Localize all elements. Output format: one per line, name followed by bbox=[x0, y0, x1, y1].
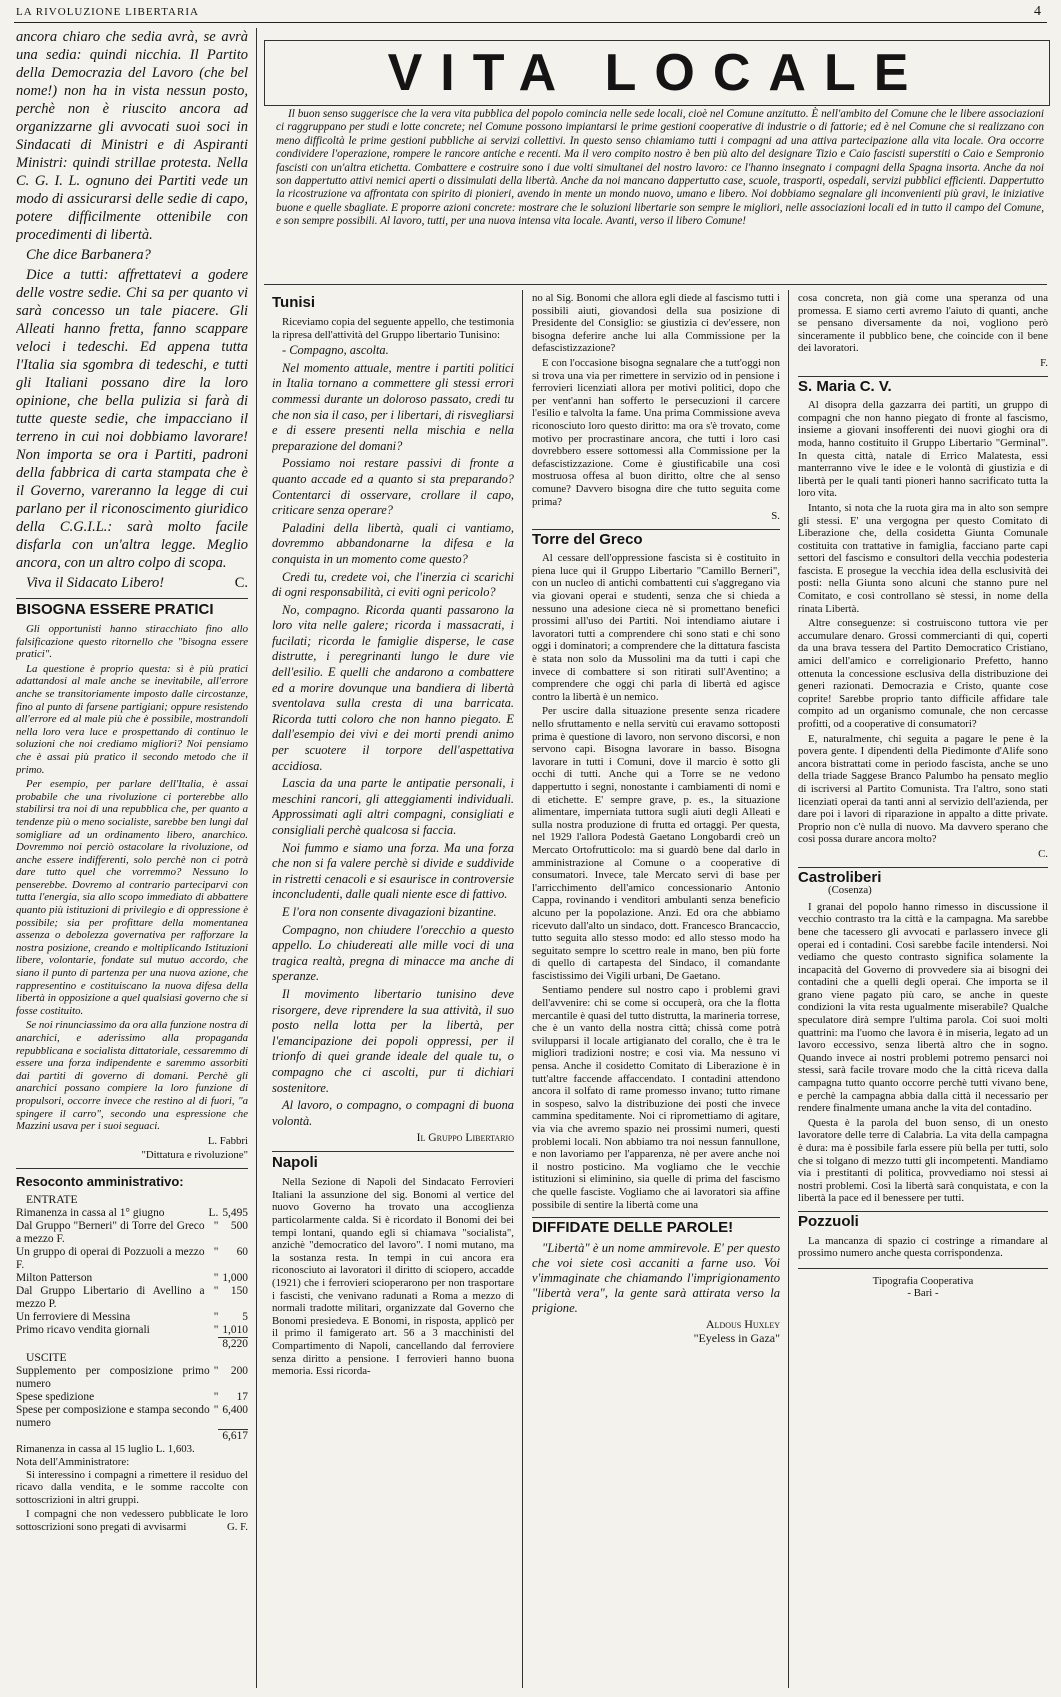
paragraph: Questa è la parola del buon senso, di un onesto lavoratore delle terre di Calabria. La vita della campagna è dura: ma è possibile farla essere più bella per tutti, solo che si tolgano di mezzo tutti gli incompetenti. Mandiamo via i prestitanti di politica, provvediamo noi stessi ai nostri problemi. Così la libertà sarà conquistata, e con la libertà la pace ed il benessere per tutti. bbox=[798, 1116, 1048, 1205]
column-2 bbox=[272, 292, 514, 1688]
account-label: Spese spedizione bbox=[16, 1390, 95, 1403]
author: Aldous Huxley bbox=[705, 1316, 780, 1331]
column-rule bbox=[256, 28, 257, 1688]
account-unit: " bbox=[213, 1310, 219, 1323]
article-subtitle: (Cosenza) bbox=[828, 884, 872, 897]
paragraph: Al lavoro, o compagno, o compagni di buona volontà. bbox=[272, 1098, 514, 1128]
paragraph: ancora chiaro che sedia avrà, se avrà una sedia: quindi nicchia. Il Partito della Democrazia del Lavoro (che bel nome!) non ha in vista nessun posto, perchè non è riuscito ancora ad organizzarne gli avvocati suoi soci in Sindacati di Ministri e di Aspiranti Ministri: quindi strillae protesta. Nella C. G. I. L. ognuno dei Partiti vede un modo di assicurarsi delle sedie di capo, potere difficilmente ottenibile con procedimenti di libertà. bbox=[16, 29, 248, 243]
column-rule bbox=[522, 290, 523, 1688]
paragraph: Che dice Barbanera? bbox=[26, 247, 151, 263]
account-unit: L. bbox=[208, 1206, 219, 1219]
divider bbox=[16, 1168, 248, 1169]
column-3 bbox=[532, 292, 780, 1688]
account-label: Dal Gruppo Libertario di Avellino a mezzo P. bbox=[16, 1284, 205, 1310]
note-signature: G. F. bbox=[226, 1521, 248, 1533]
header-rule bbox=[14, 22, 1047, 23]
signature: Il Gruppo Libertario bbox=[416, 1131, 514, 1145]
account-row bbox=[16, 1272, 248, 1285]
paragraph: Noi fummo e siamo una forza. Ma una forza che non si fa valere perchè si divide e suddivide in ristretti cenacoli e si esaurisce in controversie inconcludenti, dalle quali niente esce di fattivo. bbox=[272, 840, 514, 902]
printer-name: Tipografia Cooperativa bbox=[872, 1274, 974, 1287]
account-row bbox=[16, 1220, 248, 1246]
paragraph: Intanto, si nota che la ruota gira ma in alto son sempre gli stessi. E' una vergogna per questo Comitato di Liberazione che, della cosidetta Giunta Comunale costituita con trattative in famiglia, facciano parte capi settori del fascismo e consultori della vecchia podesteria fascista. E prosegue la vecchia idea della esclusività dei posti: nella Giunta sono alcuni che stanno pure nel Comitato, e così controllano sè stessi, in nome della rinata Libertà. bbox=[798, 501, 1048, 615]
account-row bbox=[16, 1285, 248, 1311]
paragraph: Sentiamo pendere sul nostro capo i problemi gravi dell'avvenire: chi se come si occuperà, ora che la flotta mercantile è quasi del tutto distrutta, la marineria torrese, che è un vanto della nostra città; chissà come potrà svilupparsi il locale artigianato del corallo, che è tra le migliori tradizioni nostre; e così via. Ma nessuno vi pensa. Anche il cosidetto Comitato di Liberazione è in tutt'altre faccende affaccendato. I contadini attendono ancora il solfato di rame promesso invano; tutto rimane in sospeso, salvo la distribuzione dei posti che invece cammina speditamente. Noi ci ripromettiamo di agitare, via via che avremo spazio nei prossimi numeri, questi problemi locali. Non abbiamo tra noi nessun fannullone, e non lavoriamo per l'apparenza, nè per avere anche noi il nostro posticino. Ma vogliamo che le vecchie istituzioni si eliminino, sia quelle di prima del fascismo che quelle fasciste. Vogliamo che ai lavoratori sia affine possibile di sentire la libertà come una bbox=[532, 984, 780, 1211]
account-row bbox=[16, 1391, 248, 1404]
account-label: Milton Patterson bbox=[16, 1271, 93, 1284]
account-amount: 60 bbox=[236, 1245, 248, 1258]
paragraph bbox=[16, 574, 248, 592]
section-intro bbox=[276, 108, 1044, 229]
account-unit: " bbox=[213, 1219, 219, 1232]
entrate-total: 8,220 bbox=[218, 1337, 248, 1351]
article-title: Pozzuoli bbox=[798, 1212, 859, 1230]
source: "Eyeless in Gaza" bbox=[693, 1331, 780, 1346]
quote: "Libertà" è un nome ammirevole. E' per questo che voi siete così accaniti a farne uso. Voi v'immaginate che chiamando l'imprigionamento "libertà vera", la gente sarà attirata verso la prigione. bbox=[532, 1240, 780, 1315]
accounts-title: Resoconto amministrativo: bbox=[16, 1173, 184, 1189]
account-amount: 5 bbox=[242, 1310, 248, 1323]
account-amount: 200 bbox=[230, 1364, 248, 1377]
paragraph: Al disopra della gazzarra dei partiti, un gruppo di compagni che non hanno piegato di fronte al fascismo, insieme a giovani insofferenti dei nuovi gioghi ora di moda, hanno costituito il Gruppo Libertario "Germinal". In questa città, natale di Errico Malatesta, essi manterranno vive le idee e le volontà di giustizia e di libertà per le quali tanti pioneri hanno sacrificato tutta la loro vita. bbox=[798, 399, 1048, 500]
paragraph: No, compagno. Ricorda quanti passarono la loro vita nelle galere; ricorda i massacrati, i fucilati; ricorda le famiglie disperse, le case distrutte, i peregrinanti lungo le dure vie dell'esilio. E quelli che andarono a combattere ed a morire dovunque una bandiera di libertà sventolava sulla cresta di una barricata. Ricorda tutti coloro che non hanno piegato. E dall'esempio dei vivi e dei morti prendi animo per scuotere il torpore dell'aspettativa accidiosa. bbox=[272, 602, 514, 773]
intro-bottom-rule bbox=[264, 284, 1047, 285]
printer-city: - Bari - bbox=[907, 1287, 939, 1300]
source: "Dittatura e rivoluzione" bbox=[141, 1149, 248, 1162]
account-amount: 1,010 bbox=[222, 1323, 248, 1336]
paragraph: no al Sig. Bonomi che allora egli diede al fascismo tutti i possibili aiuti, giovandosi della sua posizione di Presidente del Consiglio: se giustizia ci dev'essere, non bisogna deferire anche lui alla Commissione per la defascistizzazione? bbox=[532, 292, 780, 355]
account-amount: 500 bbox=[230, 1219, 248, 1232]
page-number: 4 bbox=[1034, 4, 1041, 19]
paragraph: E, naturalmente, chi seguita a pagare le pene è la povera gente. I dipendenti della Piedimonte d'Alife sono ancora bistrattati come in periodo fascista, anche se uno della triade Saggese Branco Palumbo ha pensato meglio di iscriversi al Partito Comunista. Tra l'altro, sono stati licenziati operai da tanti anni al servizio dell'azienda, per dare poi i lavori di riparazione in appalto a ditte private. Proprio non c'è nulla di nuovo. Ma davvero sperano che così possa durare ancora molto? bbox=[798, 732, 1048, 846]
account-amount: 17 bbox=[236, 1390, 248, 1403]
article-title: DIFFIDATE DELLE PAROLE! bbox=[532, 1219, 734, 1237]
uscite-table bbox=[16, 1365, 248, 1444]
paragraph: Per esempio, per parlare dell'Italia, è assai probabile che una rivoluzione ci porterebbe allo stabilirsi tra noi di una repubblica che, per quanto a tendenze più o meno socialiste, sarebbe ben lungi dal somigliare ad un ordinamento libero, anarchico. Dovremmo noi perciò ostacolare la rivoluzione, od anche essere indifferenti, solo perchè non ci potrà dare tutto quel che vorremmo? Nessuno lo penserebbe. Dovremo al contrario parteciparvi con tutta l'energia, sia allo scopo immediato di abbattere quanto più istituzioni di privilegio e di oppressione è possibile; sia per profittare della momentanea assenza o debolezza governativa per rafforzare la nostra posizione, creando e moltiplicando Istituzioni libere, volontarie, fondate sul mutuo accordo, che siano il punto di partenza per una nuova azione, che rappresentino e costituiscano la nuova difesa della libertà in opposizione a quel qualsiasi governo che si fosse costituito. bbox=[16, 778, 248, 1017]
paragraph: Altre conseguenze: si costruiscono tuttora vie per accumulare denaro. Grossi commercianti di qui, coperti da una brava tessera del Partito Democratico Cristiano, amici dell'amico e correligionario Prefetto, hanno ottenuta la concessione esclusiva della distribuzione dei generi razionati. Democrazia e Cristo, quante cose coprite! Sarebbe proprio tanto difficile affidare tale compito ad un organismo comunale, che non cercasse profitti, od a cooperative di consumatori? bbox=[798, 617, 1048, 730]
account-unit: " bbox=[213, 1245, 219, 1258]
entrate-label: ENTRATE bbox=[26, 1192, 78, 1206]
closing-line: Viva il Sidacato Libero! bbox=[26, 575, 165, 591]
account-label: Un ferroviere di Messina bbox=[16, 1310, 131, 1323]
rimanenza: Rimanenza in cassa al 15 luglio L. 1,603. bbox=[16, 1443, 195, 1456]
signature: F. bbox=[1040, 356, 1048, 369]
divider bbox=[798, 376, 1048, 377]
paragraph: Gli opportunisti hanno stiracchiato fino allo falsificazione questo ritornello che "bisogna essere pratici". bbox=[16, 623, 248, 661]
account-row bbox=[16, 1404, 248, 1430]
article-intro: Riceviamo copia del seguente appello, che testimonia la ripresa dell'attività del Gruppo libertario Tunisino: bbox=[272, 316, 514, 341]
account-label: Spese per composizione e stampa secondo numero bbox=[16, 1403, 210, 1429]
account-label: Primo ricavo vendita giornali bbox=[16, 1323, 150, 1336]
account-amount: 6,400 bbox=[222, 1403, 248, 1416]
note-text: Si interessino i compagni a rimettere il residuo del ricavo dalla vendita, e le somme raccolte con sottoscrizioni in altri gruppi. bbox=[16, 1468, 248, 1506]
account-unit: " bbox=[213, 1271, 219, 1284]
paragraph: Paladini della libertà, quali ci vantiamo, dovremmo abbandonarne la difesa e la conquista in un momento come questo? bbox=[272, 520, 514, 566]
account-label: Dal Gruppo "Berneri" di Torre del Greco a mezzo F. bbox=[16, 1219, 205, 1245]
note-text bbox=[16, 1508, 248, 1533]
section-masthead: VITA LOCALE bbox=[264, 40, 1050, 106]
signature: C. bbox=[234, 575, 248, 591]
opening-article bbox=[16, 28, 248, 592]
divider bbox=[532, 1217, 780, 1218]
paragraph: Se noi rinunciassimo da ora alla funzione nostra di anarchici, e aderissimo alla propaganda repubblicana e socialista dittatoriale, cessaremmo di essere una forza indipendente e saremmo assorbiti dai partiti di governo di domani. Perchè gli anarchici possano compiere la loro funzione di propulsori, occorre invece che restino al di fuori, "a spingere il carro", secondo una espressione che Mazzini usava per i suoi seguaci. bbox=[16, 1019, 248, 1133]
account-label: Un gruppo di operai di Pozzuoli a mezzo F. bbox=[16, 1245, 205, 1271]
paragraph: Compagno, non chiudere l'orecchio a questo appello. Lo chiudereati alle mille voci di una tragica realtà, pregna di minacce ma anche di speranze. bbox=[272, 922, 514, 984]
divider bbox=[798, 1268, 1048, 1269]
account-label: Rimanenza in cassa al 1° giugno bbox=[16, 1206, 165, 1219]
paragraph: Il movimento libertario tunisino deve risorgere, deve riprendere la sua attività, il suo posto nella lotta per la libertà, per l'emancipazione dei popoli oppressi, per il trionfo di quei grande ideale del quale tu, o compagno che ci ascolti, pur ti dichiari sostenitore. bbox=[272, 986, 514, 1095]
article-title: Castroliberi bbox=[798, 868, 882, 886]
paragraph: La questione è proprio questa: sì è più pratici adattandosi al male anche se inevitabile, all'errore anche se transitoriamente imposto dalle circostanze, fino al punto di farsene partigiani; oppure resistendo all'errore ed al male più che è possibile, mostrandoli nella loro vera luce e prospettando di continuo le soluzioni che noi crediamo migliori? Noi pensiamo che è assai più pratico il secondo metodo che il primo. bbox=[16, 662, 248, 776]
column-rule bbox=[788, 290, 789, 1688]
article-body bbox=[272, 343, 514, 1129]
account-amount: 5,495 bbox=[222, 1206, 248, 1219]
paragraph: I granai del popolo hanno rimesso in discussione il vecchio contrasto tra la città e la campagna. Ma sarebbe bene che tacessero gli avvocati e parlassero invece gli operai ed i contadini. Così sarebbe facile intendersi. Noi vediamo che questo contrasto significa solamente la incapacità del Governo di provvedere sia ai bisogni dei contadini che a quelli degli operai. Che importa se il grano viene pagato più caro, se anche in queste condizioni la vita resta ugualmente miserabile? Qualche speculatore dirà sempre l'ultima parola. Coi suoi molti quattrini: ma l'uomo che lavora è in miseria, legato ad un lavoro eccessivo, senza libertà altro che in sogno. Quando invece ai nostri problemi potremo pensarci noi stessi, sarà facile trovare modo che la città riceva dalla campagna tutto quanto occorre perchè tutti vivano bene, e perchè la campagna abbia dalla città il necessario per rendere finalmente umana anche la vita del contadino. bbox=[798, 900, 1048, 1115]
account-unit: " bbox=[213, 1323, 219, 1336]
article-title: S. Maria C. V. bbox=[798, 377, 892, 395]
account-row bbox=[16, 1324, 248, 1338]
account-unit: " bbox=[213, 1403, 219, 1416]
column-4 bbox=[798, 292, 1048, 1688]
account-unit: " bbox=[213, 1284, 219, 1297]
entrate-table bbox=[16, 1207, 248, 1351]
paragraph: Lascia da una parte le antipatie personali, i meschini rancori, gli atteggiamenti individuali. Approssimati agli altri compagni, consigliati e consigliali perchè qualcosa si faccia. bbox=[272, 776, 514, 837]
uscite-total: 6,617 bbox=[218, 1430, 248, 1444]
paragraph: Al cessare dell'oppressione fascista si è costituito in piena luce qui il Gruppo Libertario "Camillo Berneri", con un nucleo di antichi combattenti cui s'aggregano via via giovani operai e studenti, senza che si chieda a nessuno una adesione cieca nè si promettano benefici prossimi all'uso dei Partiti. Noi intendiamo aiutare i lavoratori tutti a comprendere chi sono stati e chi sono oggi i dominatori; a comprendere che la dittatura fascista è stata non solo da Mussolini ma da tutti i capi che invece di combattere si son ritirati sull'Aventino; a comprendere che oggi chi parla di libertà ed agisce contro la libertà è un nemico. bbox=[532, 552, 780, 703]
divider bbox=[272, 1151, 514, 1152]
paragraph: Per uscire dalla situazione presente senza ricadere nello sfruttamento e nella servitù cui eravamo sottoposti prima è questione di lavoro, non servono discorsi, e non servono capi. Bisogna lavorare in basso. Bisogna lavorare in tutti i Comuni, dove il marcio è sotto gli occhi di tutti. Anche qui a Torre se ne vedono dappertutto i segni, nonostante i cambiamenti di nomi e di etichette. E' sempre grave, p. es., la situazione alimentare, imperniata tuttora sugli aiuti degli Alleati e sulla nostra produzione di frutta ed ortaggi. Per questa, nel 1929 l'allora Podestà Gaetano Longobardi creò un Mercato Ortofrutticolo: ma si guardò bene dal darlo in amministrazione al Comune o a cooperative di consumatori. Invece, tale Mercato servì di base per l'arricchimento dell'amico concessionario Antonio Cappa, rovinando i venditori ambulanti senza beneficio alcuno per la popolazione. Anzi. Ed ora che abbiamo ricevuto dall'alto un sindaco, dott. Francesco Brancaccio, tutto seguita allo stesso modo: ed allo stesso modo ha seguitato sempre lo scettro reale in mano, ben più forte di quello di cartapesta del Sindaco, il comandante fascistissimo dei Vigili urbani, De Gaetano. bbox=[532, 705, 780, 982]
paragraph: Credi tu, credete voi, che l'inerzia ci scarichi di ogni responsabilità, ci eviti ogni pericolo? bbox=[272, 569, 514, 600]
paragraph: E l'ora non consente divagazioni bizantine. bbox=[282, 904, 497, 919]
article-title: Torre del Greco bbox=[532, 530, 643, 548]
account-row bbox=[16, 1365, 248, 1391]
divider bbox=[798, 867, 1048, 868]
column-1 bbox=[16, 28, 248, 1688]
divider bbox=[16, 598, 248, 599]
paragraph: E con l'occasione bisogna segnalare che a tutt'oggi non si trova una via per rimettere in servizio od in pensione i ferrovieri licenziati allora per motivi politici, dopo che per vent'anni han sofferto le persecuzioni il carcere l'esilio e talvolta la fame. Una prima Commissione aveva riconosciuto loro questo diritto: ma ora s'è trovato, come motivo per procrastinare ancora, che tutti i loro casi dovrebbero essere sottomessi alla Commissione per la defascistizzazione. Come è giustificabile una così mostruosa offesa al buon diritto, oltre che al senso comune? Davvero bisogna dire che tutto seguita come prima? bbox=[532, 356, 780, 508]
intro-text: Il buon senso suggerisce che la vera vita pubblica del popolo comincia nelle sede locali, cioè nel Comune anzitutto. È nell'ambito del Comune che le libere associazioni ci raggruppano per studi e lotte concrete; nel Comune possono impiantarsi le prime gestioni cooperative di industrie o di fattorie; ed è nel Comune che si realizzano con meno difficoltà le prime gestioni pubbliche ai servizi collettivi. In questo senso chiamiamo tutti i compagni ad una attiva partecipazione alla vita locale. Ora occorre condividere l'operazione, rompere le rancore antiche e recenti. Ma il vero compito nostro è ben più alto del designare Tizio e Caio fascisti superstiti o Caio e Sempronio fascisti con un'altra etichetta. Combattere e costruire sono i due volti simultanei del nostro lavoro: ce l'hanno insegnato i compagni della Spagna insorta. Anche da noi son dappertutto attivi nemici aperti o dissimulati della libertà. Anche da noi mancano dappertutto case, scuole, trasporti, ospedali, servizi pubblici efficienti. Dappertutto la ricostruzione va affrontata con spirito di pionieri, avendo in mente un mondo nuovo, umano e libero. Noi dobbiamo segnalare gli inconvenienti più gravi, le iniziative buone e quelle sbagliate. E proporre azioni concrete: mostrare che le soluzioni libertarie son sempre le migliori, nelle associazioni locali ed in tutto il campo del Comune, e son sempre possibili. Al lavoro, tutti, per una nuova intensa vita locale. Avanti, verso il libero Comune! bbox=[276, 108, 1044, 228]
note-head: Nota dell'Amministratore: bbox=[16, 1456, 130, 1469]
paragraph: cosa concreta, non già come una speranza od una promessa. E siamo certi avremo l'aiuto di quanti, anche se pensano diversamente da noi, vogliono però sinceramente il pubblico bene, che coincide con il bene dei lavoratori. bbox=[798, 292, 1048, 355]
article-body bbox=[16, 623, 248, 1162]
author: L. Fabbri bbox=[207, 1134, 248, 1147]
divider bbox=[532, 529, 780, 530]
account-row bbox=[16, 1311, 248, 1324]
article-title: BISOGNA ESSERE PRATICI bbox=[16, 601, 214, 618]
article-body: Nella Sezione di Napoli del Sindacato Ferrovieri Italiani la assunzione del sig. Bonomi al vertice del nuovo Governo ha trovato una accoglienza particolarmente calda. Si è ricordato il Bonomi dei bei tempi lontani, quando egli si chiamava "socialista", anzichè "democratico del lavoro". I nomi mutano, ma la sostanza resta. In tempi in cui ancora era riconosciuto ai lavoratori il diritto di sciopero, accadde (1921) che i ferrovieri scioperarono per non trasportare i fascisti, che venivano radunati a Roma a mezzo di normali tradotte militari, organizzate dal Governo che Bonomi presiedeva. E Bonomi, in risposta, applicò per il primo il famigerato art. 56 a 3 macchinisti del Compartimento di Napoli, cancellando dal ferroviere senza diritto a pensione. I ferrovieri hanno buona memoria. Essi ricorda- bbox=[272, 1176, 514, 1378]
account-row bbox=[16, 1207, 248, 1220]
article-title: Napoli bbox=[272, 1154, 318, 1172]
paragraph: - Compagno, ascolta. bbox=[282, 343, 389, 358]
divider bbox=[798, 1211, 1048, 1212]
account-amount: 150 bbox=[230, 1284, 248, 1297]
uscite-label: USCITE bbox=[26, 1350, 67, 1364]
account-amount: 1,000 bbox=[222, 1271, 248, 1284]
running-title: LA RIVOLUZIONE LIBERTARIA bbox=[16, 6, 199, 18]
account-row bbox=[16, 1246, 248, 1272]
paragraph: La mancanza di spazio ci costringe a rimandare al prossimo numero anche questa corrispondenza. bbox=[798, 1234, 1048, 1260]
article-title: Tunisi bbox=[272, 294, 316, 311]
signature: S. bbox=[771, 510, 780, 523]
paragraph: Nel momento attuale, mentre i partiti politici in Italia tornano a commettere gli stessi errori commessi durante un doloroso passato, credi tu che non sia il caso, per i libertari, di risvegliarsi e di essere presenti nella mischia e nella preparazione del domani? bbox=[272, 360, 514, 453]
paragraph: Dice a tutti: affrettatevi a godere delle vostre sedie. Chi sa per quanto vi sarà concesso un tale piacere. Gli Alleati hanno fretta, fanno scappare veloci i tedeschi. Ed appena tutta l'Italia sia sgombra di tedeschi, e tutti gli Italiani possano dire la loro opinione, che bella pulizia si farà di tutte queste sedie, che impacciano il terreno in cui noi dobbiamo lavorare! Non importa se ora i Partiti, padroni della fabbrica di carta stampata che è il Governo, vareranno la legge di cui parlano per il riconoscimento giuridico della C.G.I.L.: sarà molto facile disfarla con un'altra legge. Meglio ancora, con un altro colpo di scopa. bbox=[16, 267, 248, 571]
signature: C. bbox=[1038, 847, 1048, 860]
account-unit: " bbox=[213, 1390, 219, 1403]
note-text-2: I compagni che non vedessero pubblicate le loro sottoscrizioni sono pregati di avvisarmi bbox=[16, 1508, 248, 1533]
paragraph: Possiamo noi restare passivi di fronte a quanto accade ed a quanto si sta preparando? Contentarci di osservare, crollare il capo, criticare senza operare? bbox=[272, 456, 514, 518]
account-label: Supplemento per composizione primo numero bbox=[16, 1364, 210, 1390]
account-unit: " bbox=[213, 1364, 219, 1377]
